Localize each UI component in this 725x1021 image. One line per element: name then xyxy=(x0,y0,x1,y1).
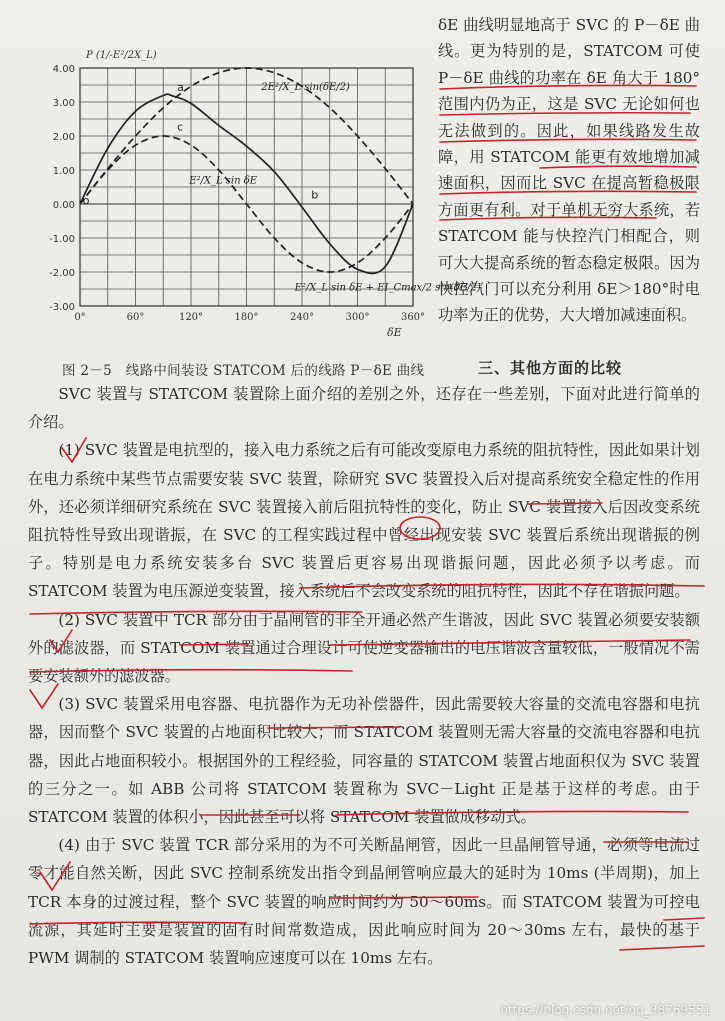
x-tick-label: 0° xyxy=(74,312,86,323)
body-text xyxy=(28,380,700,972)
curve-point-label-o: o xyxy=(82,194,90,208)
paragraph-4: (4) 由于 SVC 装置 TCR 部分采用的为不可关断晶闸管，因此一旦晶闸管导通，必须等电流过零才能自然关断，因此 SVC 控制系统发出指令到晶闸管响应最大的延时为 10ms (半周期)，加上 TCR 本身的过渡过程，整个 SVC 装置的响应时间约为 50～60ms。而 STATCOM 装置为可控电流源，其延时主要是装置的固有时间常数造成，因此响应时间为 20～30ms 左右，最快的基于 PWM 调制的 STATCOM 装置响应速度可以在 10ms 左右。 xyxy=(28,836,700,968)
paragraph-2: (2) SVC 装置中 TCR 部分由于晶闸管的非全开通必然产生谐波，因此 SVC 装置必须要安装额外的滤波器，而 STATCOM 装置通过合理设计可使逆变器输出的电压谐波含量较低，一般情况不需要安装额外的滤波器。 xyxy=(28,610,700,686)
x-tick-label: 240° xyxy=(289,312,315,323)
series-name-label: 2E²/X_L sin(δE/2) xyxy=(261,82,350,94)
p-delta-chart xyxy=(28,38,481,340)
watermark: https://blog.csdn.net/qq_38769551 xyxy=(500,1003,711,1017)
y-tick-label: -2.00 xyxy=(49,268,75,279)
x-tick-label: 360° xyxy=(400,312,426,323)
chart-grid xyxy=(80,68,413,306)
chart-labels xyxy=(49,50,481,339)
paragraph-intro: SVC 装置与 STATCOM 装置除上面介绍的差别之外，还存在一些差别，下面对此进行简单的介绍。 xyxy=(28,385,700,432)
y-tick-label: 0.00 xyxy=(52,200,75,211)
curve-point-label-a: a xyxy=(177,81,184,95)
y-tick-label: 3.00 xyxy=(52,98,75,109)
series-name-label: E²/X_L sin δE xyxy=(189,175,258,187)
y-tick-label: -3.00 xyxy=(49,302,75,313)
x-tick-label: 60° xyxy=(126,312,145,323)
series-name-label: E²/X_L sin δE + EI_Cmax/2 sin(δE/2) xyxy=(294,282,481,294)
curve-point-label-c: c xyxy=(177,120,184,134)
x-tick-label: 300° xyxy=(345,312,370,323)
right-column-text: δE 曲线明显地高于 SVC 的 P－δE 曲线。更为特别的是，STATCOM 可使 P－δE 曲线的功率在 δE 角大于 180°范围内仍为正，这是 SVC 无论如何也无法做到的。因此，如果线路发生故障，用 STATCOM 能更有效地增加减速面积，因而比 SVC 在提高暂稳极限方面更有利。对于单机无穷大系统，若 STATCOM 能与快控汽门相配合，则可大大提高系统的暂态稳定极限。因为快控汽门可以充分利用 δE＞180°时电功率为正的优势，大大增加减速面积。 xyxy=(438,16,700,325)
x-tick-label: 120° xyxy=(178,312,204,323)
y-tick-label: 2.00 xyxy=(52,132,75,143)
figure-caption: 图 2－5 线路中间装设 STATCOM 后的线路 P－δE 曲线 xyxy=(62,363,425,379)
paragraph-1: (1) SVC 装置是电抗型的，接入电力系统之后有可能改变原电力系统的阻抗特性，因此如果计划在电力系统中某些节点需要安装 SVC 装置，除研究 SVC 装置投入后对提高系统安全稳定性的作用外，还必须详细研究系统在 SVC 装置接入前后阻抗特性的变化，防止 SVC 装置接入后因改变系统阻抗特性导致出现谐振，在 SVC 的工程实践过程中曾经出现安装 SVC 装置后系统出现谐振的例子。特别是电力系统安装多台 SVC 装置后更容易出现谐振问题，因此必须予以考虑。而 STATCOM 装置为电压源逆变装置，接入系统后不会改变系统的阻抗特性，因此不存在谐振问题。 xyxy=(28,441,700,601)
y-tick-label: 4.00 xyxy=(52,64,75,75)
paragraph-3: (3) SVC 装置采用电容器、电抗器作为无功补偿器件，因此需要较大容量的交流电容器和电抗器，因而整个 SVC 装置的占地面积比较大；而 STATCOM 装置则无需大容量的交流电容器和电抗器，因此占地面积较小。根据国外的工程经验，同容量的 STATCOM 装置占地面积仅为 SVC 装置的三分之一。如 ABB 公司将 STATCOM 装置称为 SVC－Light 正是基于这样的考虑。由于 STATCOM 装置的体积小，因此甚至可以将 STATCOM 装置做成移动式。 xyxy=(28,695,700,827)
curve-point-label-b: b xyxy=(311,188,319,202)
y-tick-label: 1.00 xyxy=(52,166,75,177)
y-tick-label: -1.00 xyxy=(49,234,75,245)
y-axis-label: P (1/-E²/2X_L) xyxy=(86,50,157,61)
right-column xyxy=(438,12,700,329)
x-tick-label: 180° xyxy=(234,312,259,323)
x-axis-label: δE xyxy=(387,326,402,339)
section-title: 三、其他方面的比较 xyxy=(478,359,623,377)
